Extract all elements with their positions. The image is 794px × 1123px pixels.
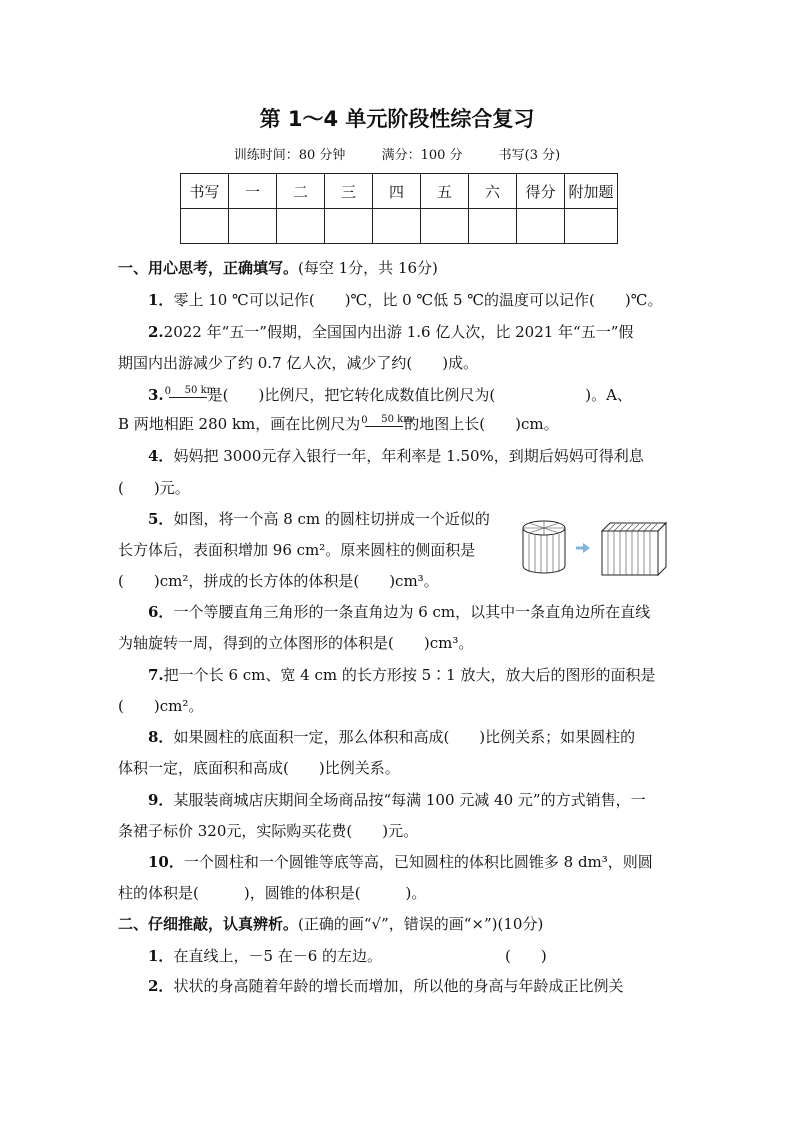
question-number: 5．	[148, 510, 174, 528]
scale-value: 50 km	[184, 385, 217, 396]
question-text: 如果圆柱的底面积一定，那么体积和高成( )比例关系；如果圆柱的	[173, 728, 636, 746]
question-number: 6．	[148, 603, 174, 621]
question-3	[148, 384, 708, 406]
question-text: 2022 年“五一”假期，全国国内出游 1.6 亿人次，比 2021 年“五一”假	[163, 323, 634, 341]
score-cell[interactable]	[277, 209, 325, 244]
question-number: 4．	[148, 447, 174, 465]
question-2-cont: 期国内出游减少了约 0.7 亿人次，减少了约( )成。	[118, 354, 479, 372]
question-text: 是( )比例尺，把它转化成数值比例尺为( )。A、	[207, 386, 632, 404]
score-cell[interactable]	[325, 209, 373, 244]
question-text: 某服装商城店庆期间全场商品按“每满 100 元减 40 元”的方式销售，一	[173, 791, 646, 809]
question-10	[148, 851, 708, 873]
question-9-cont: 条裙子标价 320元，实际购买花费( )元。	[118, 822, 419, 840]
section1-heading	[118, 257, 678, 279]
score-cell[interactable]	[565, 209, 618, 244]
question-4-cont: ( )元。	[118, 479, 190, 497]
score-header-cell: 二	[277, 174, 325, 209]
section2-note: (正确的画“√”，错误的画“×”)(10分)	[298, 915, 544, 933]
question-8-cont: 体积一定，底面积和高成( )比例关系。	[118, 759, 400, 777]
writing-label: 书写(3 分)	[498, 148, 561, 163]
section1-note: (每空 1分，共 16分)	[298, 259, 438, 277]
judge-question-2	[148, 975, 708, 997]
question-5-cont: 长方体后，表面积增加 96 cm²。原来圆柱的侧面积是	[118, 541, 476, 559]
question-number: 3.	[148, 386, 164, 404]
question-8	[148, 726, 708, 748]
score-header-cell: 五	[421, 174, 469, 209]
score-header-cell: 得分	[517, 174, 565, 209]
score-cell[interactable]	[421, 209, 469, 244]
question-number: 2.	[148, 323, 164, 341]
score-label: 满分：100 分	[381, 148, 463, 163]
score-cell[interactable]	[181, 209, 229, 244]
score-table-blank-row	[181, 209, 618, 244]
question-number: 7.	[148, 666, 164, 684]
question-number: 1．	[148, 947, 174, 965]
cuboid-icon	[602, 523, 666, 575]
question-text: 把一个长 6 cm、宽 4 cm 的长方形按 5∶1 放大，放大后的图形的面积是	[163, 666, 656, 684]
time-label: 训练时间：80 分钟	[233, 148, 346, 163]
score-header-cell: 三	[325, 174, 373, 209]
question-number: 8．	[148, 728, 174, 746]
question-number: 9．	[148, 791, 174, 809]
question-text: 一个圆柱和一个圆锥等底等高，已知圆柱的体积比圆锥多 8 dm³，则圆	[183, 853, 653, 871]
judge-question-1	[148, 945, 708, 967]
question-number: 2．	[148, 977, 174, 995]
answer-blank[interactable]: ( )	[505, 947, 547, 965]
cylinder-icon	[523, 521, 565, 573]
score-header-cell: 书写	[181, 174, 229, 209]
score-cell[interactable]	[517, 209, 565, 244]
scale-zero: 0	[361, 415, 368, 426]
question-text: 一个等腰直角三角形的一条直角边为 6 cm，以其中一条直角边所在直线	[173, 603, 651, 621]
question-3-cont	[118, 413, 678, 435]
scale-bar-icon	[361, 414, 413, 428]
question-text: 零上 10 ℃可以记作( )℃，比 0 ℃低 5 ℃的温度可以记作( )℃。	[173, 291, 663, 309]
question-number: 1．	[148, 291, 174, 309]
cylinder-to-cuboid-figure	[520, 519, 670, 577]
question-9	[148, 789, 708, 811]
question-10-cont: 柱的体积是( )，圆锥的体积是( )。	[118, 884, 427, 902]
question-4	[148, 445, 708, 467]
page-title: 第 1～4 单元阶段性综合复习	[259, 107, 535, 131]
question-text: 的地图上长( )cm。	[404, 415, 559, 433]
score-table	[180, 173, 618, 244]
arrow-right-icon	[576, 543, 590, 553]
score-header-cell: 附加题	[565, 174, 618, 209]
question-2	[148, 321, 708, 343]
scale-zero: 0	[164, 386, 172, 397]
question-6	[148, 601, 708, 623]
question-text: 妈妈把 3000元存入银行一年，年利率是 1.50%，到期后妈妈可得利息	[173, 447, 644, 465]
question-text: 如图，将一个高 8 cm 的圆柱切拼成一个近似的	[173, 510, 490, 528]
score-cell[interactable]	[229, 209, 277, 244]
question-5-cont: ( )cm²，拼成的长方体的体积是( )cm³。	[118, 572, 439, 590]
section2-heading	[118, 913, 678, 935]
scale-value: 50 km	[381, 414, 413, 425]
question-7	[148, 664, 708, 686]
question-text: 在直线上，－5 在－6 的左边。	[173, 947, 383, 965]
score-cell[interactable]	[373, 209, 421, 244]
question-text: B 两地相距 280 km，画在比例尺为	[118, 415, 361, 433]
score-header-cell: 六	[469, 174, 517, 209]
question-number: 10．	[148, 853, 184, 871]
question-text: 状状的身高随着年龄的增长而增加，所以他的身高与年龄成正比例关	[173, 977, 624, 995]
score-header-cell: 一	[229, 174, 277, 209]
score-cell[interactable]	[469, 209, 517, 244]
scale-bar-icon	[164, 385, 217, 399]
exam-meta	[0, 144, 794, 163]
section2-title: 二、仔细推敲，认真辨析。	[118, 915, 299, 933]
section1-title: 一、用心思考，正确填写。	[118, 259, 299, 277]
score-table-header-row	[181, 174, 618, 209]
question-7-cont: ( )cm²。	[118, 697, 204, 715]
question-6-cont: 为轴旋转一周，得到的立体图形的体积是( )cm³。	[118, 634, 474, 652]
question-1	[148, 289, 708, 311]
score-header-cell: 四	[373, 174, 421, 209]
